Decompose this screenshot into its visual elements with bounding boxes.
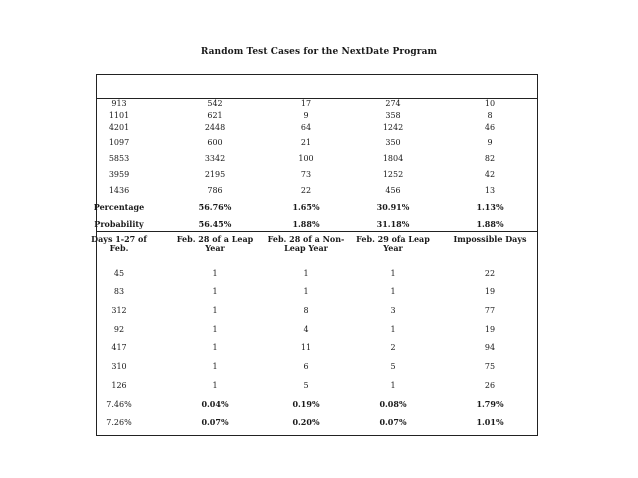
table1-cell: 542: [207, 99, 223, 108]
table1-percentage-cell: 1.13%: [476, 202, 504, 212]
table1-cell: 913: [111, 99, 127, 108]
table1-cell: 786: [207, 186, 223, 195]
table1-cell: 350: [385, 138, 401, 147]
table2-probability-cell: 7.26%: [106, 418, 132, 427]
table1-cell: 1242: [382, 123, 404, 132]
table1-cell: 3959: [108, 170, 130, 179]
test-case-table: [91, 74, 538, 436]
table2-header-2: Feb. 28 of a Non-Leap Year: [267, 234, 345, 253]
table2-cell: 77: [484, 306, 496, 315]
table1-cell: 42: [484, 170, 496, 179]
table2-cell: 26: [484, 381, 496, 390]
table1-cell: 621: [207, 111, 223, 120]
table1-probability-cell: Probability: [94, 219, 144, 229]
table2-cell: 19: [484, 287, 496, 296]
table2-cell: 1: [303, 287, 309, 296]
table2-cell: 417: [111, 343, 127, 352]
table1-cell: 100: [298, 154, 314, 163]
table1-cell: 46: [484, 123, 496, 132]
table2-percentage-cell: 0.04%: [201, 399, 229, 409]
table2-cell: 6: [303, 362, 309, 371]
table1-cell: 1804: [382, 154, 404, 163]
table2-cell: 310: [111, 362, 127, 371]
table1-cell: 17: [300, 99, 312, 108]
table2-cell: 1: [390, 269, 396, 278]
table2-probability-cell: 1.01%: [476, 417, 504, 427]
table2-cell: 1: [390, 287, 396, 296]
table1-cell: 9: [303, 111, 309, 120]
table2-cell: 1: [212, 269, 218, 278]
table2-cell: 1: [212, 362, 218, 371]
table2-cell: 94: [484, 343, 496, 352]
table1-cell: 274: [385, 99, 401, 108]
page-title: Random Test Cases for the NextDate Program: [200, 47, 438, 57]
table1-percentage-cell: 1.65%: [292, 202, 320, 212]
table1-cell: 600: [207, 138, 223, 147]
table2-cell: 5: [303, 381, 309, 390]
table1-cell: 82: [484, 154, 496, 163]
table1-cell: 8: [487, 111, 493, 120]
table2-header-1: Feb. 28 of a Leap Year: [176, 234, 254, 253]
table1-probability-cell: 1.88%: [292, 219, 320, 229]
table1-cell: 358: [385, 111, 401, 120]
table1-cell: 21: [300, 138, 312, 147]
table1-cell: 456: [385, 186, 401, 195]
table2-header-0: Days 1-27 of Feb.: [91, 234, 147, 253]
table2-cell: 75: [484, 362, 496, 371]
table1-cell: 64: [300, 123, 312, 132]
table1-cell: 1097: [108, 138, 130, 147]
table1-percentage-cell: Percentage: [93, 202, 145, 212]
table2-cell: 1: [212, 325, 218, 334]
table2-cell: 22: [484, 269, 496, 278]
table1-cell: 1252: [382, 170, 404, 179]
table2-cell: 83: [113, 287, 125, 296]
table1-cell: 9: [487, 138, 493, 147]
table2-cell: 312: [111, 306, 127, 315]
table2-cell: 126: [111, 381, 127, 390]
table1-cell: 1436: [108, 186, 130, 195]
table2-percentage-cell: 0.19%: [292, 399, 320, 409]
table2-cell: 2: [390, 343, 396, 352]
table1-cell: 4201: [108, 123, 130, 132]
table1-percentage-cell: 56.76%: [198, 202, 232, 212]
table1-cell: 13: [484, 186, 496, 195]
table1-percentage-cell: 30.91%: [376, 202, 410, 212]
table2-cell: 5: [390, 362, 396, 371]
table1-cell: 10: [484, 99, 496, 108]
table2-cell: 1: [390, 325, 396, 334]
table2-header-3: Feb. 29 ofa Leap Year: [356, 234, 430, 253]
table2-percentage-cell: 7.46%: [106, 400, 132, 409]
table2-percentage-cell: 1.79%: [476, 399, 504, 409]
table2-cell: 1: [212, 381, 218, 390]
table1-cell: 2448: [204, 123, 226, 132]
table2-cell: 3: [390, 306, 396, 315]
table2-cell: 1: [390, 381, 396, 390]
table1-cell: 3342: [204, 154, 226, 163]
table1-cell: 2195: [204, 170, 226, 179]
table1-cell: 1101: [108, 111, 130, 120]
table2-cell: 11: [300, 343, 312, 352]
table2-percentage-cell: 0.08%: [379, 399, 407, 409]
table2-cell: 45: [113, 269, 125, 278]
table2-cell: 1: [212, 287, 218, 296]
table1-cell: 5853: [108, 154, 130, 163]
table1-probability-cell: 1.88%: [476, 219, 504, 229]
table2-cell: 4: [303, 325, 309, 334]
table2-cell: 19: [484, 325, 496, 334]
table-divider: [97, 231, 537, 232]
table2-cell: 1: [212, 343, 218, 352]
table2-probability-cell: 0.20%: [292, 417, 320, 427]
table1-cell: 73: [300, 170, 312, 179]
table2-cell: 92: [113, 325, 125, 334]
table2-probability-cell: 0.07%: [379, 417, 407, 427]
table1-cell: 22: [300, 186, 312, 195]
table2-probability-cell: 0.07%: [201, 417, 229, 427]
table2-cell: 8: [303, 306, 309, 315]
table1-probability-cell: 31.18%: [376, 219, 410, 229]
table2-cell: 1: [212, 306, 218, 315]
table2-header-4: Impossible Days: [453, 234, 527, 244]
table2-cell: 1: [303, 269, 309, 278]
table1-probability-cell: 56.45%: [198, 219, 232, 229]
